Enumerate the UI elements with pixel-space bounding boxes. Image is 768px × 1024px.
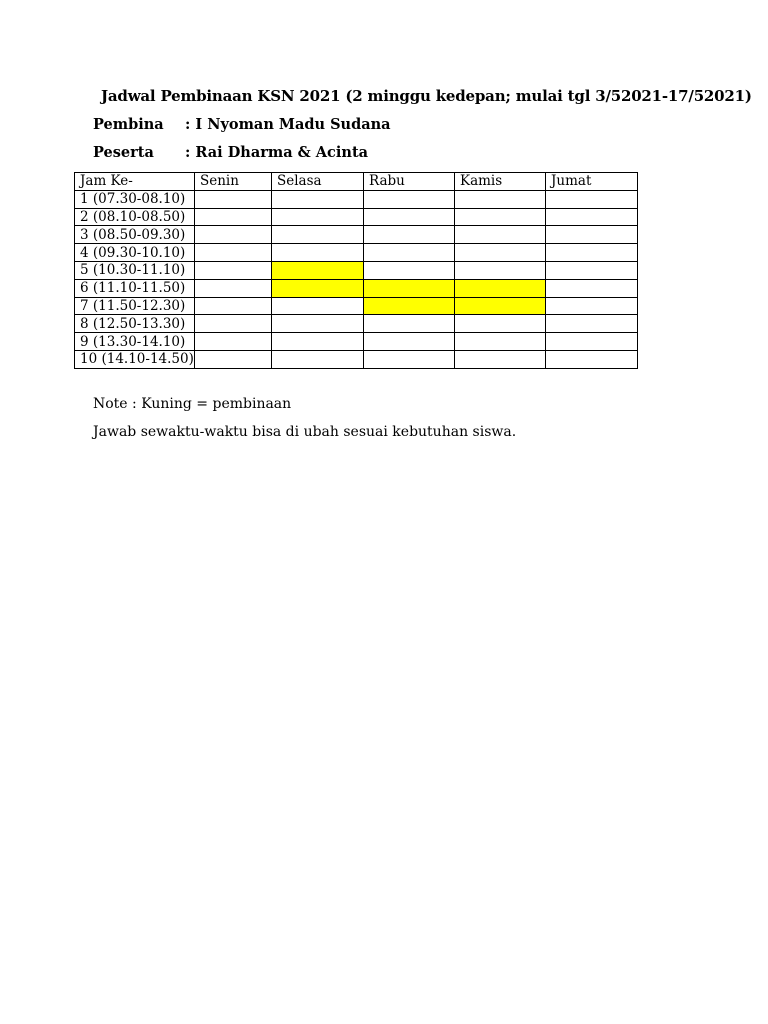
cell-jumat: [546, 208, 638, 226]
cell-selasa: [272, 208, 364, 226]
table-row: [75, 261, 638, 279]
cell-jam: 7 (11.50-12.30): [75, 297, 195, 315]
cell-rabu: [364, 226, 455, 244]
header-jam: Jam Ke-: [75, 173, 195, 191]
table-row: [75, 208, 638, 226]
cell-jumat: [546, 333, 638, 351]
cell-kamis: [455, 190, 546, 208]
table-row: [75, 226, 638, 244]
cell-selasa: [272, 244, 364, 262]
cell-senin: [195, 315, 272, 333]
schedule-table: [74, 172, 638, 369]
cell-kamis: [455, 350, 546, 368]
cell-rabu: [364, 350, 455, 368]
pembina-row: [93, 116, 391, 133]
cell-selasa: [272, 226, 364, 244]
pembina-value: : I Nyoman Madu Sudana: [185, 116, 391, 133]
header-senin: Senin: [195, 173, 272, 191]
cell-senin: [195, 350, 272, 368]
cell-jam: 5 (10.30-11.10): [75, 261, 195, 279]
cell-jam: 2 (08.10-08.50): [75, 208, 195, 226]
cell-kamis: [455, 333, 546, 351]
table-row: [75, 333, 638, 351]
peserta-label: Peserta: [93, 144, 154, 161]
cell-jumat: [546, 297, 638, 315]
cell-jumat: [546, 244, 638, 262]
table-row: [75, 279, 638, 297]
cell-rabu: [364, 333, 455, 351]
cell-senin: [195, 226, 272, 244]
header-rabu: Rabu: [364, 173, 455, 191]
cell-kamis: [455, 279, 546, 297]
table-row: [75, 350, 638, 368]
cell-senin: [195, 279, 272, 297]
cell-kamis: [455, 226, 546, 244]
peserta-row: [93, 144, 368, 161]
cell-rabu: [364, 261, 455, 279]
cell-jumat: [546, 190, 638, 208]
cell-kamis: [455, 261, 546, 279]
schedule-body: [75, 190, 638, 368]
cell-rabu: [364, 315, 455, 333]
table-header-row: [75, 173, 638, 191]
cell-senin: [195, 297, 272, 315]
note-schedule-change: Jawab sewaktu-waktu bisa di ubah sesuai kebutuhan siswa.: [93, 424, 517, 440]
header-selasa: Selasa: [272, 173, 364, 191]
cell-senin: [195, 190, 272, 208]
cell-jam: 8 (12.50-13.30): [75, 315, 195, 333]
cell-jumat: [546, 226, 638, 244]
note-legend: Note : Kuning = pembinaan: [93, 396, 292, 412]
table-row: [75, 315, 638, 333]
cell-selasa: [272, 279, 364, 297]
cell-senin: [195, 244, 272, 262]
peserta-value: : Rai Dharma & Acinta: [185, 144, 369, 161]
cell-jam: 3 (08.50-09.30): [75, 226, 195, 244]
table-row: [75, 297, 638, 315]
cell-rabu: [364, 244, 455, 262]
cell-jumat: [546, 350, 638, 368]
cell-kamis: [455, 315, 546, 333]
header-jumat: Jumat: [546, 173, 638, 191]
page-title: Jadwal Pembinaan KSN 2021 (2 minggu kedepan; mulai tgl 3/52021-17/52021): [101, 87, 752, 105]
cell-rabu: [364, 279, 455, 297]
table-row: [75, 190, 638, 208]
cell-kamis: [455, 297, 546, 315]
cell-jam: 6 (11.10-11.50): [75, 279, 195, 297]
cell-selasa: [272, 333, 364, 351]
cell-senin: [195, 333, 272, 351]
cell-jam: 4 (09.30-10.10): [75, 244, 195, 262]
cell-kamis: [455, 208, 546, 226]
cell-jam: 10 (14.10-14.50): [75, 350, 195, 368]
header-kamis: Kamis: [455, 173, 546, 191]
cell-selasa: [272, 315, 364, 333]
cell-selasa: [272, 261, 364, 279]
cell-rabu: [364, 208, 455, 226]
cell-jumat: [546, 261, 638, 279]
pembina-label: Pembina: [93, 116, 164, 133]
cell-senin: [195, 208, 272, 226]
cell-jam: 9 (13.30-14.10): [75, 333, 195, 351]
cell-rabu: [364, 297, 455, 315]
cell-senin: [195, 261, 272, 279]
cell-jumat: [546, 279, 638, 297]
table-row: [75, 244, 638, 262]
cell-rabu: [364, 190, 455, 208]
cell-jumat: [546, 315, 638, 333]
cell-selasa: [272, 297, 364, 315]
cell-kamis: [455, 244, 546, 262]
cell-selasa: [272, 190, 364, 208]
cell-selasa: [272, 350, 364, 368]
cell-jam: 1 (07.30-08.10): [75, 190, 195, 208]
